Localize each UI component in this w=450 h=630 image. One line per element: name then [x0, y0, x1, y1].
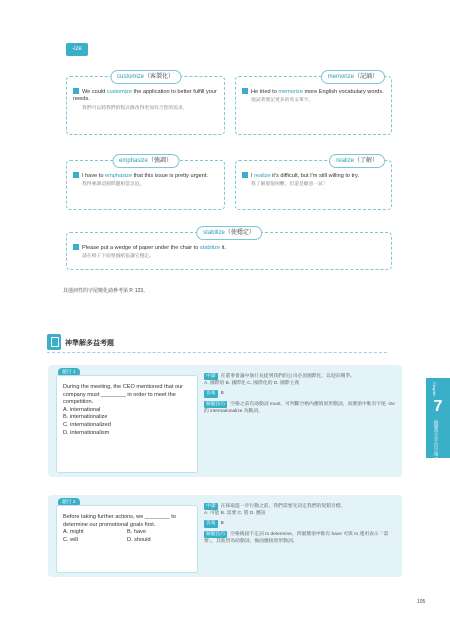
translation: 請在椅子下面墊個紙張讓它穩定。	[82, 254, 154, 260]
vocab-card-realize	[235, 160, 392, 210]
bullet-square-icon	[73, 244, 79, 250]
answer-explanation: 中譯 在董事會議中執行長提到我們的公司必須國際化，以迎向競爭。 A. 國際的 B. 國際化 C. 國際化的 D. 國際主義 答案 B 解題技巧 空格之前有助動詞 must，可判斷空格內應填原形動詞，而選項中唯有字尾 -ize 的 internationalize 為動詞。	[204, 374, 395, 414]
question-text: Before taking further actions, we ________ to determine our promotional goals first. A. might B. have C. will D. should	[63, 514, 191, 544]
card-heading: stabilize（使穩定）	[196, 226, 262, 240]
example-sentence: I realize it's difficult, but I'm still willing to try.	[251, 173, 359, 179]
bullet-square-icon	[242, 88, 248, 94]
question-text: During the meeting, the CEO mentioned that our company must ________ in order to meet the competition. A. international B. internationalize C. internationalized D. internationalism	[63, 384, 191, 437]
bullet-square-icon	[73, 172, 79, 178]
section-tag: -ize	[66, 43, 88, 56]
question-block-1	[48, 365, 402, 477]
divider	[47, 352, 387, 353]
chapter-tab	[426, 378, 450, 486]
notebook-icon	[47, 334, 61, 350]
bullet-square-icon	[242, 172, 248, 178]
question-card	[56, 375, 198, 473]
cross-reference-note: 其他詞性的字尾變化請參考第 P. 123。	[63, 288, 149, 294]
option-a: A. international	[63, 406, 101, 413]
option-b: B. have	[127, 529, 146, 536]
vocab-card-memorize	[235, 76, 392, 135]
bullet-square-icon	[73, 88, 79, 94]
card-heading: emphasize（強調）	[112, 154, 179, 168]
option-a: A. might	[63, 529, 84, 536]
option-d: D. should	[127, 536, 151, 543]
translation: 我們可以將我們的程式修改得更加符合您的需求。	[82, 105, 188, 111]
question-block-2	[48, 495, 402, 577]
translation: 他試著要記更多的英文單字。	[251, 98, 314, 104]
vocab-card-stabilize	[66, 232, 392, 270]
chapter-label: Chapter	[432, 382, 437, 397]
option-d: D. internationalism	[63, 429, 110, 436]
question-tag: 題目 2	[58, 498, 80, 507]
option-c: C. will	[63, 536, 78, 543]
answer-explanation: 中譯 在採取進一步行動之前，我們需要先決定我們的促銷目標。 A. 可能 B. 需要 C. 將 D. 應該 答案 B 解題技巧 空格後接不定詞 to determine，四個選項中唯有 have 可與 to 連用表示「需要」，其他皆為助動詞，後面應接原形動詞。	[204, 504, 389, 544]
translation: 我了解那很困難，但還是願意一試！	[251, 182, 328, 188]
example-sentence: He tried to memorize more English vocabulary words.	[251, 89, 384, 95]
example-sentence: We could customize the application to better fulfill your needs.	[73, 89, 217, 103]
card-heading: memorize（記誦）	[321, 70, 385, 84]
example-sentence: I have to emphasize that this issue is pretty urgent.	[82, 173, 208, 179]
translation: 我得強調這個問題相當急迫。	[82, 182, 145, 188]
vocab-card-customize	[66, 76, 225, 135]
question-card	[56, 505, 198, 573]
question-tag: 題目 1	[58, 368, 80, 377]
chapter-number: 7	[433, 398, 443, 415]
option-b: B. internationalize	[63, 414, 108, 421]
card-heading: realize（了解）	[329, 154, 385, 168]
example-sentence: Please put a wedge of paper under the chair to stabilize it.	[82, 245, 226, 251]
page-number: 105	[417, 599, 426, 605]
vocab-card-emphasize	[66, 160, 225, 210]
section-title: 神準解多益考題	[65, 340, 114, 347]
chapter-title: 搞懂英文字首字尾 Prefix & Suffix	[434, 420, 439, 486]
card-heading: customize（客製化）	[110, 70, 181, 84]
option-c: C. internationalized	[63, 421, 111, 428]
